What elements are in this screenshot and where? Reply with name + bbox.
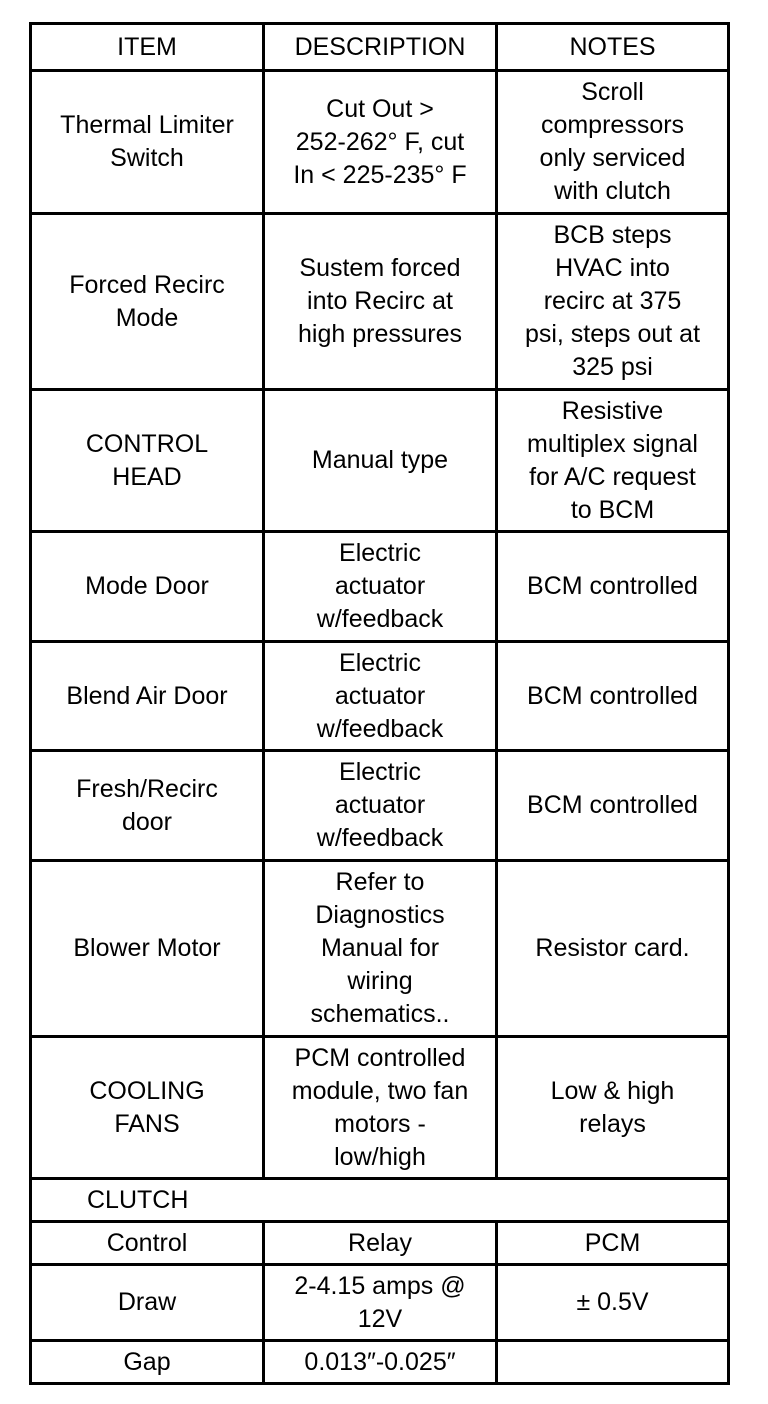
cell-item: Blend Air Door: [31, 642, 264, 751]
cell-description: 0.013″-0.025″: [264, 1341, 497, 1384]
cell-item: Control: [31, 1222, 264, 1265]
cell-notes: Low & high relays: [497, 1037, 729, 1179]
table-row-blend-air-door: [31, 642, 729, 751]
cell-item: Forced Recirc Mode: [31, 214, 264, 390]
table-row-cooling-fans: [31, 1037, 729, 1179]
cell-description: 2-4.15 amps @ 12V: [264, 1265, 497, 1341]
cell-description: Manual type: [264, 390, 497, 532]
cell-description: Electric actuator w/feedback: [264, 751, 497, 861]
cell-notes: BCM controlled: [497, 532, 729, 642]
cell-description: Refer to Diagnostics Manual for wiring schematics..: [264, 861, 497, 1037]
section-row-clutch: [31, 1179, 729, 1222]
cell-item: Mode Door: [31, 532, 264, 642]
cell-notes: PCM: [497, 1222, 729, 1265]
cell-description: Electric actuator w/feedback: [264, 532, 497, 642]
table-row-clutch-draw: [31, 1265, 729, 1341]
specifications-table: [29, 22, 730, 1385]
header-item: ITEM: [31, 24, 264, 71]
cell-notes: BCM controlled: [497, 642, 729, 751]
cell-notes: Scroll compressors only serviced with clutch: [497, 71, 729, 214]
cell-item: Thermal Limiter Switch: [31, 71, 264, 214]
table-row-control-head: [31, 390, 729, 532]
table-row-fresh-recirc-door: [31, 751, 729, 861]
table-header-row: [31, 24, 729, 71]
cell-notes: Resistor card.: [497, 861, 729, 1037]
section-title-clutch: CLUTCH: [31, 1179, 729, 1222]
table-row-thermal-limiter-switch: [31, 71, 729, 214]
table-row-forced-recirc-mode: [31, 214, 729, 390]
cell-item: Gap: [31, 1341, 264, 1384]
cell-description: Electric actuator w/feedback: [264, 642, 497, 751]
cell-description: Cut Out > 252-262° F, cut In < 225-235° F: [264, 71, 497, 214]
cell-item: Fresh/Recirc door: [31, 751, 264, 861]
table-row-clutch-gap: [31, 1341, 729, 1384]
cell-notes: Resistive multiplex signal for A/C request to BCM: [497, 390, 729, 532]
cell-notes: BCM controlled: [497, 751, 729, 861]
cell-notes: ± 0.5V: [497, 1265, 729, 1341]
header-description: DESCRIPTION: [264, 24, 497, 71]
cell-description: Sustem forced into Recirc at high pressures: [264, 214, 497, 390]
cell-notes: [497, 1341, 729, 1384]
header-notes: NOTES: [497, 24, 729, 71]
cell-item: Draw: [31, 1265, 264, 1341]
table-row-mode-door: [31, 532, 729, 642]
table-row-clutch-control: [31, 1222, 729, 1265]
cell-item: CONTROL HEAD: [31, 390, 264, 532]
cell-description: PCM controlled module, two fan motors - low/high: [264, 1037, 497, 1179]
cell-item: COOLING FANS: [31, 1037, 264, 1179]
cell-item: Blower Motor: [31, 861, 264, 1037]
cell-description: Relay: [264, 1222, 497, 1265]
cell-notes: BCB steps HVAC into recirc at 375 psi, steps out at 325 psi: [497, 214, 729, 390]
table-row-blower-motor: [31, 861, 729, 1037]
